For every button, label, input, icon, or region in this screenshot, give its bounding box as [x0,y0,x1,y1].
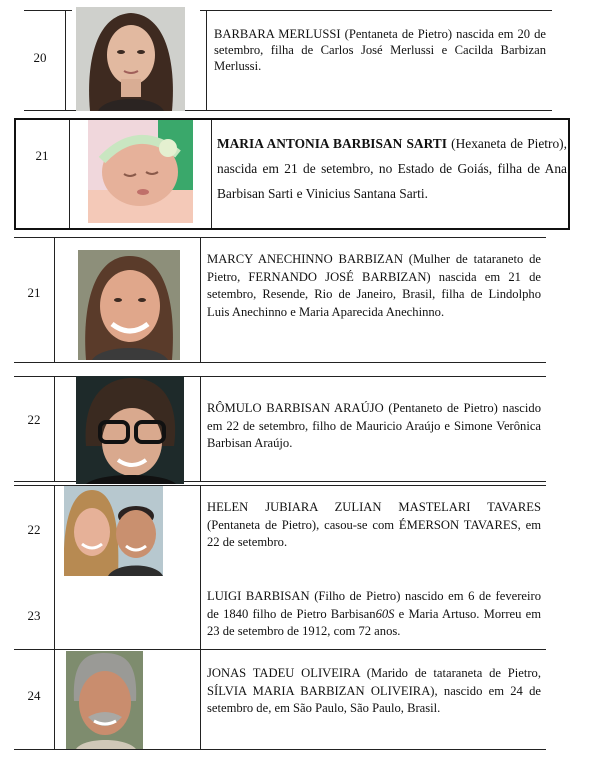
entry-text [217,131,567,206]
entry-description: (Pentaneta de Pietro), casou-se com ÉMERSON TAVARES, em 22 de setembro. [207,517,541,550]
divider [65,10,66,111]
divider [200,485,201,650]
entry-text [207,588,541,641]
person-name: HELEN JUBIARA ZULIAN MASTELARI TAVARES [207,500,541,514]
portrait-photo [76,376,184,484]
person-name: JONAS TADEU OLIVEIRA [207,666,360,680]
portrait-photo [66,651,143,749]
row-number: 22 [27,412,41,427]
entry-text [207,251,541,321]
entry-description: (Pentaneta de Pietro) nascida em 20 de setembro, filha de Carlos José Merlussi e Cacilda Barbizan Merlussi. [214,27,546,74]
divider [14,649,546,650]
divider [14,237,546,238]
row-number: 20 [33,50,47,65]
row-number: 21 [35,148,49,163]
person-name: LUIGI BARBISAN [207,589,310,603]
person-name: RÔMULO BARBISAN ARAÚJO [207,401,384,415]
entry-description: (Marido de tataraneta de Pietro, SÍLVIA MARIA BARBIZAN OLIVEIRA), nascido em 24 de setembro de, em São Paulo, São Paulo, Brasil. [207,666,542,716]
row-number: 23 [27,608,41,623]
divider [200,649,201,750]
row-number: 24 [27,688,41,703]
entry-description: (Mulher de tataraneto de Pietro, FERNANDO JOSÉ BARBIZAN) nascida em 21 de setembro, Resende, Rio de Janeiro, Brasil, filha de Lindolpho Luis Anechinno e Maria Aparecida Anechinno. [207,252,541,319]
divider [14,749,546,750]
divider [200,237,201,363]
divider [14,362,546,363]
row-number: 21 [27,285,41,300]
divider [69,120,70,228]
entry-description: e Maria Artuso. Morreu em 23 de setembro de 1912, com 72 anos. [207,606,541,639]
divider [54,376,55,482]
divider [54,237,55,363]
row-number: 22 [27,522,41,537]
divider [200,376,201,482]
divider [206,10,207,111]
baby-photo [88,120,193,223]
portrait-photo [76,7,185,111]
entry-description: (Hexaneta de Pietro), nascida em 21 de setembro, no Estado de Goiás, filha de Ana Barbisan Sarti e Vinicius Santana Sarti. [217,136,567,201]
entry-text [207,499,541,552]
couple-photo [64,486,163,576]
entry-text [207,665,541,718]
entry-description: (Filho de Pietro) nascido em 6 de fevereiro de 1840 filho de Pietro Barbisan [207,589,541,621]
person-name: BARBARA MERLUSSI [214,27,341,41]
divider [200,10,552,11]
portrait-photo [78,250,180,360]
person-name: MARIA ANTONIA BARBISAN SARTI [217,136,447,151]
entry-description-italic: 60S [375,606,395,621]
divider [211,120,212,228]
entry-text [207,400,541,453]
entry-description: (Pentaneto de Pietro) nascido em 22 de setembro, filho de Mauricio Araújo e Simone Verônica Barbisan Araújo. [207,401,541,451]
divider [54,649,55,750]
entry-text [214,26,546,75]
divider [54,485,55,650]
person-name: MARCY ANECHINNO BARBIZAN [207,252,403,266]
